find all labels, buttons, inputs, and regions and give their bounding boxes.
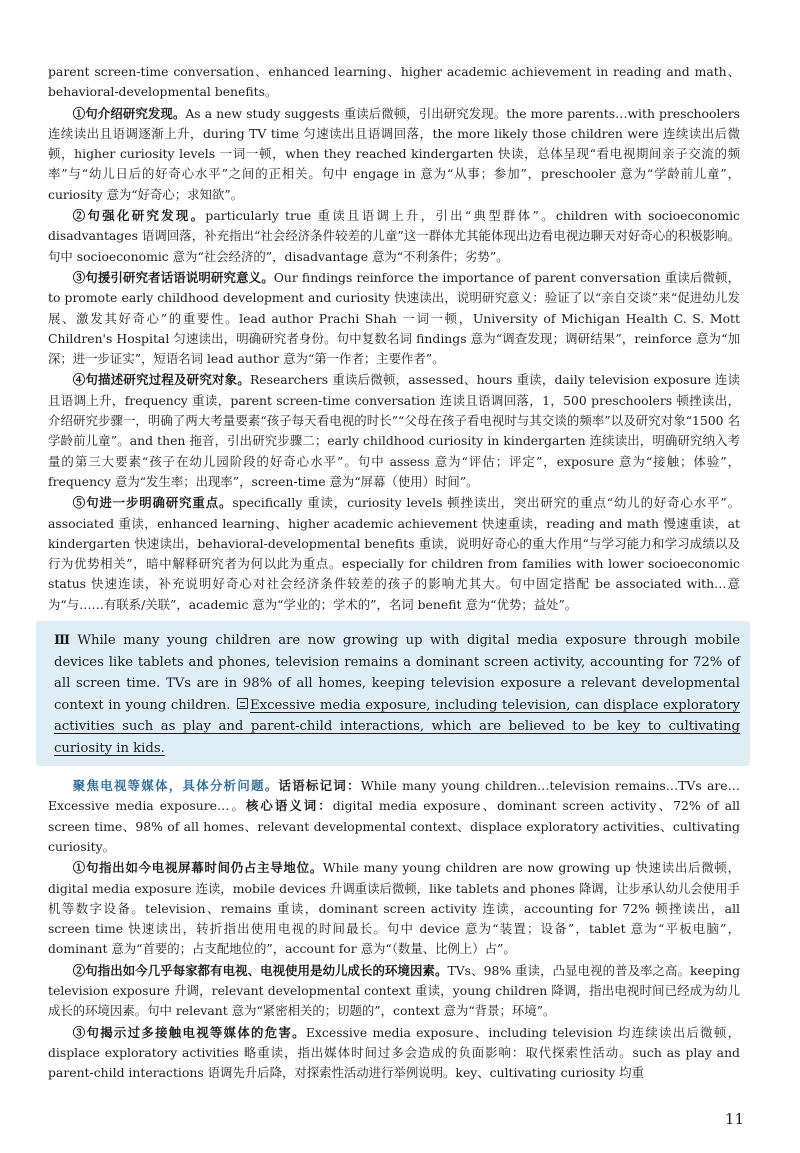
paragraph-text: While many young children are now growing up 快速读出后微顿，digital media exposure 连读，mobile devices 升调重读后微顿，like tablets and phones 降调，让步承认幼儿会使用手机等数字设备。television、remains 重读，dominant screen activity 连读，accounting for 72% 顿挫读出，all screen time 快速读出，转折指出使用电视的时间最长。句中 device 意为“装置；设备”，tablet 意为“平板电脑”，dominant 意为“首要的；占支配地位的”，account for 意为“（数量、比例上）占”。 [48, 860, 740, 957]
paragraph-text: As a new study suggests 重读后微顿，引出研究发现。the more parents…with preschoolers 连续读出且语调逐渐上升，during TV time 匀速读出且语调回落，the more likely those children were 连续读出后微顿，higher curiosity levels 一词一顿，when they reached kindergarten 快读，总体呈现“看电视期间亲子交流的频率”与“幼儿日后的好奇心水平”之间的正相关。句中 engage in 意为“从事；参加”，preschooler 意为“学龄前儿童”，curiosity 意为“好奇心；求知欲”。 [48, 105, 740, 202]
passage-box [36, 621, 750, 766]
passage-text: While many young children are now growing up with digital media exposure through mobile devices like tablets and phones, television remains a dominant screen activity, accounting for 72% of all screen time. TVs are in 98% of all homes, keeping television exposure a relevant developmental context in young children. [54, 633, 741, 713]
paragraph-text: parent screen-time conversation、enhanced learning、higher academic achievement in reading and math、behavioral-developmental benefits。 [48, 64, 740, 100]
passage-underlined-text: Excessive media exposure, including television, can displace exploratory activities such as play and parent-child interactions, which are believed to be key to cultivating curiosity in kids. [54, 697, 740, 756]
paragraph-lead: ③句揭示过多接触电视等媒体的危害。 [72, 1024, 306, 1040]
paragraph [48, 206, 740, 267]
paragraph-text: Excessive media exposure、including television 均连续读出后微顿，displace exploratory activities 略重读，指出媒体时间过多会造成的负面影响：取代探索性活动。such as play and parent-child interactions 语调先升后降，对探索性活动进行举例说明。key、cultivating curiosity 均重 [48, 1024, 740, 1081]
section-label-2: 核心语义词： [245, 798, 333, 814]
paragraph-text: TVs、98% 重读，凸显电视的普及率之高。keeping television exposure 升调，relevant developmental context 重读，young children 降调，指出电视时间已经成为幼儿成长的环境因素。句中 relevant 意为“紧密相关的；切题的”，context 意为“背景；环境”。 [48, 962, 741, 1019]
section-intro [48, 776, 740, 857]
note-mark-icon [237, 698, 248, 709]
page-number: 11 [724, 1110, 744, 1128]
paragraph [48, 370, 740, 492]
paragraph-text: Researchers 重读后微顿，assessed、hours 重读，daily television exposure 连读且语调上升，frequency 重读，parent screen-time conversation 连读且语调回落，1，500 preschoolers 顿挫读出，介绍研究步骤一，明确了两大考量要素“孩子每天看电视的时长”“父母在孩子看电视时与其交谈的频率”以及研究对象“1500 名学龄前儿童”。and then 拖音，引出研究步骤二；early childhood curiosity in kindergarten 连续读出，明确研究纳入考量的第三大要素“孩子在幼儿园阶段的好奇心水平”。句中 assess 意为“评估；评定”，exposure 意为“接触；体验”，frequency 意为“发生率；出现率”，screen-time 意为“屏幕（使用）时间”。 [48, 372, 740, 489]
paragraph-text: Our findings reinforce the importance of parent conversation 重读后微顿，to promote early childhood development and curiosity 快速读出，说明研究意义：验证了以“亲自交谈”来“促进幼儿发展、激发其好奇心”的重要性。lead author Prachi Shah 一词一顿，University of Michigan Health C. S. Mott Children's Hospital 匀速读出，明确研究者身份。句中复数名词 findings 意为“调查发现；调研结果”，reinforce 意为“加深；进一步证实”，短语名词 lead author 意为“第一作者；主要作者”。 [48, 269, 741, 367]
passage-numeral: Ⅲ [54, 633, 74, 649]
paragraph [48, 104, 740, 205]
paragraph-lead: ④句描述研究过程及研究对象。 [72, 372, 250, 388]
paragraph-lead: ①句介绍研究发现。 [72, 105, 186, 121]
analysis-top [48, 62, 740, 615]
paragraph [48, 493, 740, 615]
section-heading: 聚焦电视等媒体，具体分析问题。 [72, 778, 279, 794]
paragraph-lead: ⑤句进一步明确研究重点。 [72, 495, 233, 511]
paragraph-lead: ②句强化研究发现。 [72, 208, 206, 224]
section-text-2: digital media exposure、dominant screen activity、72% of all screen time、98% of all homes、relevant developmental context、displace exploratory activities、cultivating curiosity。 [48, 798, 741, 854]
page-content [48, 62, 740, 1084]
paragraph-text: particularly true 重读且语调上升，引出“典型群体”。children with socioeconomic disadvantages 语调回落，补充指出“社会经济条件较差的儿童”这一群体尤其能体现出边看电视边聊天对好奇心的积极影响。句中 socioeconomic 意为“社会经济的”，disadvantage 意为“不利条件；劣势”。 [48, 208, 740, 264]
paragraph-lead: ②句指出如今几乎每家都有电视、电视使用是幼儿成长的环境因素。 [72, 962, 448, 978]
section-label-1: 话语标记词： [278, 778, 361, 794]
paragraph-text: specifically 重读，curiosity levels 顿挫读出，突出研究的重点“幼儿的好奇心水平”。associated 重读，enhanced learning、higher academic achievement 快速重读，reading and math 慢速重读，at kindergarten 快速读出，behavioral-developmental benefits 重读，说明好奇心的重大作用“与学习能力和学习成绩以及行为优势相关”，暗中解释研究者为何以此为重点。especially for children from families with lower socioeconomic status 快速连读，补充说明好奇心对社会经济条件较差的孩子的影响尤其大。句中固定搭配 be associated with…意为“与……有联系/关联”，academic 意为“学业的；学术的”，名词 benefit 意为“优势；益处”。 [48, 495, 740, 612]
paragraph [48, 1023, 740, 1084]
paragraph [48, 268, 740, 369]
paragraph [48, 62, 740, 103]
paragraph-lead: ③句援引研究者话语说明研究意义。 [72, 269, 274, 285]
paragraph-lead: ①句指出如今电视屏幕时间仍占主导地位。 [72, 860, 323, 876]
paragraph [48, 858, 740, 959]
paragraph [48, 961, 740, 1022]
analysis-bottom [48, 858, 740, 1083]
section-text-1: While many young children…television remains…TVs are…Excessive media exposure…。 [48, 778, 741, 814]
